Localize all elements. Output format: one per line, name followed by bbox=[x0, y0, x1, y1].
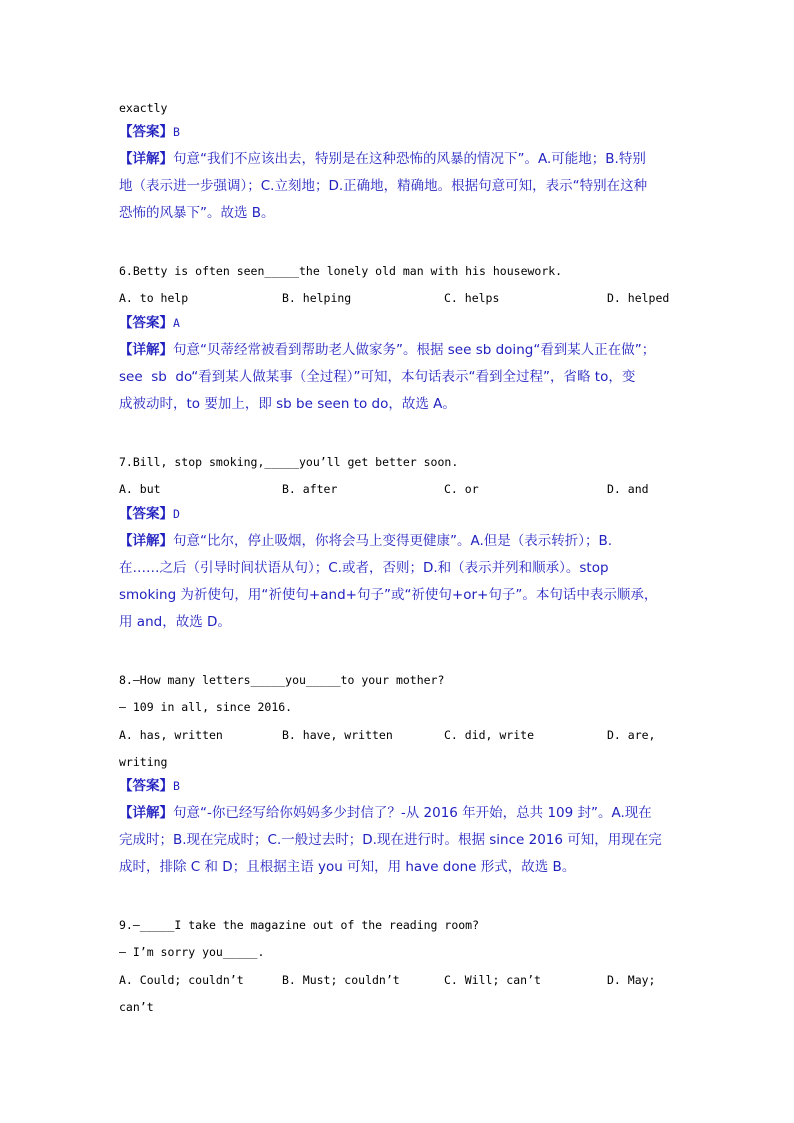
answer-label: 【答案】 bbox=[119, 315, 173, 331]
detail-label: 【详解】 bbox=[119, 342, 173, 358]
q5-answer-value: B bbox=[173, 125, 180, 139]
q6-option-d: D. helped bbox=[607, 291, 670, 305]
q8-detail-line-2: 完成时；B.现在完成时；C.一般过去时；D.现在进行时。根据 since 2016 可知，用现在完 bbox=[119, 832, 662, 848]
q7-answer bbox=[119, 506, 180, 522]
q8-detail-line-1 bbox=[119, 805, 652, 821]
q8-answer-value: B bbox=[173, 779, 180, 793]
q5-option-tail: exactly bbox=[119, 101, 168, 115]
q9-option-d: D. May; bbox=[607, 973, 656, 987]
q7-option-b: B. after bbox=[282, 482, 338, 496]
q8-option-a: A. has, written bbox=[119, 728, 223, 742]
q6-stem: 6.Betty is often seen_____the lonely old man with his housework. bbox=[119, 264, 563, 278]
q9-option-d-wrap: can’t bbox=[119, 1000, 154, 1014]
q7-option-d: D. and bbox=[607, 482, 649, 496]
q7-detail-line-2: 在……之后（引导时间状语从句）；C.或者，否则；D.和（表示并列和顺承）。stop bbox=[119, 560, 609, 576]
q8-option-d: D. are, bbox=[607, 728, 656, 742]
q7-option-a: A. but bbox=[119, 482, 161, 496]
q8-option-b: B. have, written bbox=[282, 728, 393, 742]
q6-answer bbox=[119, 315, 180, 331]
q7-answer-value: D bbox=[173, 507, 180, 521]
answer-label: 【答案】 bbox=[119, 778, 173, 794]
q5-detail-text-1: 句意“我们不应该出去，特别是在这种恐怖的风暴的情况下”。A.可能地；B.特别 bbox=[173, 151, 646, 167]
q8-stem: 8.—How many letters_____you_____to your mother? bbox=[119, 673, 445, 687]
q6-detail-line-2: see sb do“看到某人做某事（全过程）”可知，本句话表示“看到全过程”，省略 to，变 bbox=[119, 369, 636, 385]
q7-detail-line-1 bbox=[119, 533, 612, 549]
answer-label: 【答案】 bbox=[119, 124, 173, 140]
q8-answer bbox=[119, 778, 180, 794]
q9-option-c: C. Will; can’t bbox=[444, 973, 541, 987]
q5-detail-line-3: 恐怖的风暴下”。故选 B。 bbox=[119, 205, 275, 221]
q6-option-b: B. helping bbox=[282, 291, 352, 305]
q6-answer-value: A bbox=[173, 316, 180, 330]
q6-detail-line-3: 成被动时，to 要加上，即 sb be seen to do，故选 A。 bbox=[119, 396, 456, 412]
q5-detail-line-1 bbox=[119, 151, 646, 167]
q5-detail-line-2: 地（表示进一步强调）；C.立刻地；D.正确地，精确地。根据句意可知，表示“特别在这种 bbox=[119, 178, 648, 194]
q7-option-c: C. or bbox=[444, 482, 479, 496]
q8-reply: — 109 in all, since 2016. bbox=[119, 700, 293, 714]
q9-option-b: B. Must; couldn’t bbox=[282, 973, 400, 987]
answer-label: 【答案】 bbox=[119, 506, 173, 522]
q8-detail-text-1: 句意“-你已经写给你妈妈多少封信了？-从 2016 年开始，总共 109 封”。A.现在 bbox=[173, 805, 652, 821]
q7-detail-line-4: 用 and，故选 D。 bbox=[119, 614, 231, 630]
q8-option-d-wrap: writing bbox=[119, 755, 168, 769]
detail-label: 【详解】 bbox=[119, 533, 173, 549]
detail-label: 【详解】 bbox=[119, 151, 173, 167]
q6-detail-line-1 bbox=[119, 342, 655, 358]
q6-option-a: A. to help bbox=[119, 291, 189, 305]
q9-option-a: A. Could; couldn’t bbox=[119, 973, 244, 987]
detail-label: 【详解】 bbox=[119, 805, 173, 821]
q6-option-c: C. helps bbox=[444, 291, 500, 305]
q9-reply: — I’m sorry you_____. bbox=[119, 945, 265, 959]
q8-detail-line-3: 成时，排除 C 和 D；且根据主语 you 可知，用 have done 形式，故选 B。 bbox=[119, 859, 576, 875]
q6-detail-text-1: 句意“贝蒂经常被看到帮助老人做家务”。根据 see sb doing“看到某人正在做”； bbox=[173, 342, 656, 358]
q7-detail-text-1: 句意“比尔，停止吸烟，你将会马上变得更健康”。A.但是（表示转折）；B. bbox=[173, 533, 613, 549]
q9-stem: 9.—_____I take the magazine out of the reading room? bbox=[119, 918, 480, 932]
q7-stem: 7.Bill, stop smoking,_____you’ll get better soon. bbox=[119, 455, 459, 469]
q5-answer bbox=[119, 124, 180, 140]
q7-detail-line-3: smoking 为祈使句，用“祈使句+and+句子”或“祈使句+or+句子”。本句话中表示顺承， bbox=[119, 587, 658, 603]
q8-option-c: C. did, write bbox=[444, 728, 535, 742]
